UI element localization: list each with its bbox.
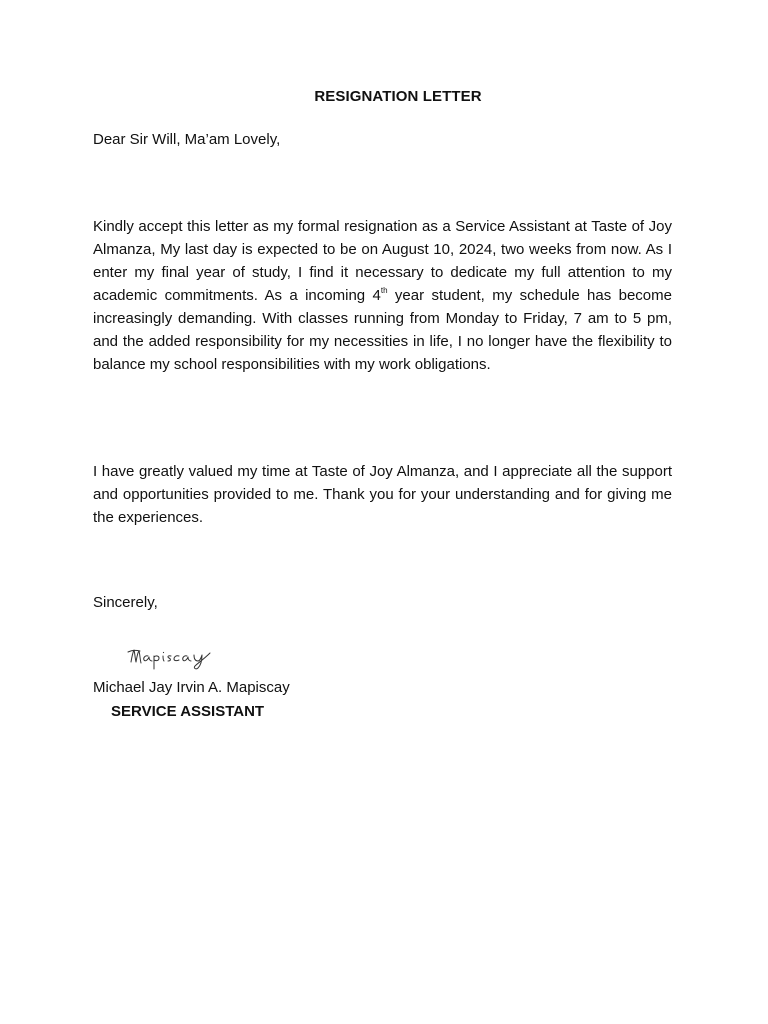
handwritten-signature: [126, 640, 226, 672]
ordinal-superscript: th: [380, 286, 388, 295]
paragraph-1-text-b: year student, my schedule has become increasingly demanding. With classes running from Monday to Friday, 7 am to 5 pm, and the added responsibility for my necessities in life, I no longer have the flexibility to balance my school responsibilities with my work obligations.: [93, 287, 672, 373]
signer-name: Michael Jay Irvin A. Mapiscay: [93, 679, 290, 696]
paragraph-1-text-a: Kindly accept this letter as my formal resignation as a Service Assistant at Taste of Joy Almanza, My last day is expected to be on August 10, 2024, two weeks from now. As I enter my final year of study, I find it necessary to dedicate my full attention to my academic commitments. As a incoming 4: [93, 218, 672, 304]
salutation: Dear Sir Will, Ma’am Lovely,: [93, 131, 281, 148]
body-paragraph-1: [93, 215, 672, 376]
body-paragraph-2: I have greatly valued my time at Taste of Joy Almanza, and I appreciate all the support and opportunities provided to me. Thank you for your understanding and for giving me the experiences.: [93, 463, 672, 526]
closing: Sincerely,: [93, 594, 158, 611]
signer-role: SERVICE ASSISTANT: [111, 703, 265, 720]
letter-title: RESIGNATION LETTER: [314, 88, 482, 105]
